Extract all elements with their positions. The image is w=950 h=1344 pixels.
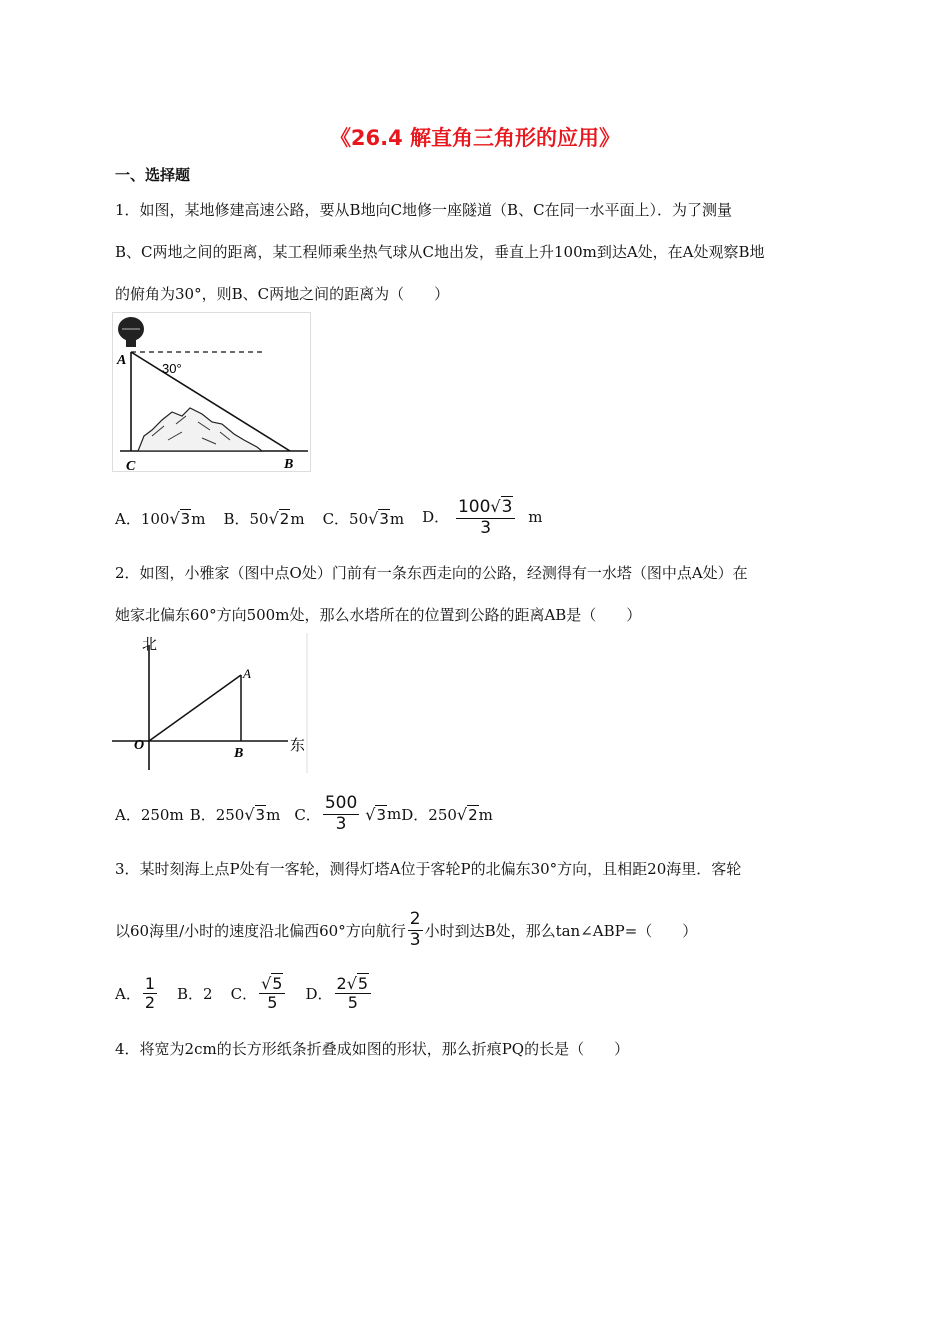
- q3-option-b[interactable]: B．2: [177, 985, 213, 1004]
- q1-figure-balloon-triangle: [112, 312, 312, 472]
- q2-option-d[interactable]: D．250√2m: [401, 804, 493, 824]
- q2-figure-direction-diagram: [112, 633, 312, 773]
- label-A: A: [243, 666, 251, 681]
- q1-option-d[interactable]: D． $\frac{100√3}{3}$ m: [422, 497, 543, 538]
- q1-option-a[interactable]: A．100√3m: [115, 508, 206, 528]
- q1-options: [115, 498, 560, 538]
- page-title: 《26.4 解直角三角形的应用》: [329, 126, 621, 150]
- section-heading: 一、选择题: [115, 166, 191, 184]
- label-B: B: [284, 457, 294, 472]
- hot-air-balloon-icon: [118, 317, 144, 347]
- angle-label-30: 30°: [162, 361, 182, 376]
- q3-line-2: 以60海里/小时的速度沿北偏西60°方向航行 $\frac{2}{3}$ 小时到达B处，那么tan∠ABP=（ ）: [115, 909, 698, 950]
- label-C: C: [126, 459, 136, 472]
- q1-line-2: B、C两地之间的距离，某工程师乘坐热气球从C地出发，垂直上升100m到达A处，在A处观察B地: [115, 243, 765, 261]
- q3-option-c[interactable]: C． $\frac{√5}{5}$: [231, 975, 288, 1013]
- q2-line-2: 她家北偏东60°方向500m处，那么水塔所在的位置到公路的距离AB是（ ）: [115, 606, 642, 624]
- label-O: O: [134, 738, 145, 753]
- q1-line-1: 1．如图，某地修建高速公路，要从B地向C地修一座隧道（B、C在同一水平面上）．为了测量: [115, 201, 733, 219]
- q2-options: [115, 794, 493, 834]
- q2-option-c[interactable]: C． $\frac{500}{3}$ √3 m: [294, 793, 402, 834]
- label-east: 东: [290, 736, 306, 754]
- mountain-icon: [138, 408, 262, 451]
- label-B: B: [234, 746, 244, 761]
- q3-option-a[interactable]: A． $\frac{1}{2}$: [115, 974, 156, 1013]
- label-A: A: [117, 353, 127, 368]
- q2-option-b[interactable]: B．250√3m: [189, 804, 281, 824]
- q3-option-d[interactable]: D． $\frac{2√5}{5}$: [305, 975, 373, 1013]
- q1-option-b[interactable]: B．50√2m: [223, 508, 305, 528]
- q1-line-3: 的俯角为30°，则B、C两地之间的距离为（ ）: [115, 285, 450, 303]
- q3-options: [115, 975, 373, 1013]
- q2-option-a[interactable]: A．250m: [115, 805, 184, 824]
- line-OA: [149, 675, 241, 741]
- q4-line-1: 4．将宽为2cm的长方形纸条折叠成如图的形状，那么折痕PQ的长是（ ）: [115, 1040, 630, 1058]
- q2-line-1: 2．如图，小雅家（图中点O处）门前有一条东西走向的公路，经测得有一水塔（图中点A处）在: [115, 564, 748, 582]
- q1-option-c[interactable]: C．50√3m: [322, 508, 405, 528]
- q3-line-1: 3．某时刻海上点P处有一客轮，测得灯塔A位于客轮P的北偏东30°方向，且相距20海里．客轮: [115, 860, 742, 878]
- label-north: 北: [142, 635, 158, 653]
